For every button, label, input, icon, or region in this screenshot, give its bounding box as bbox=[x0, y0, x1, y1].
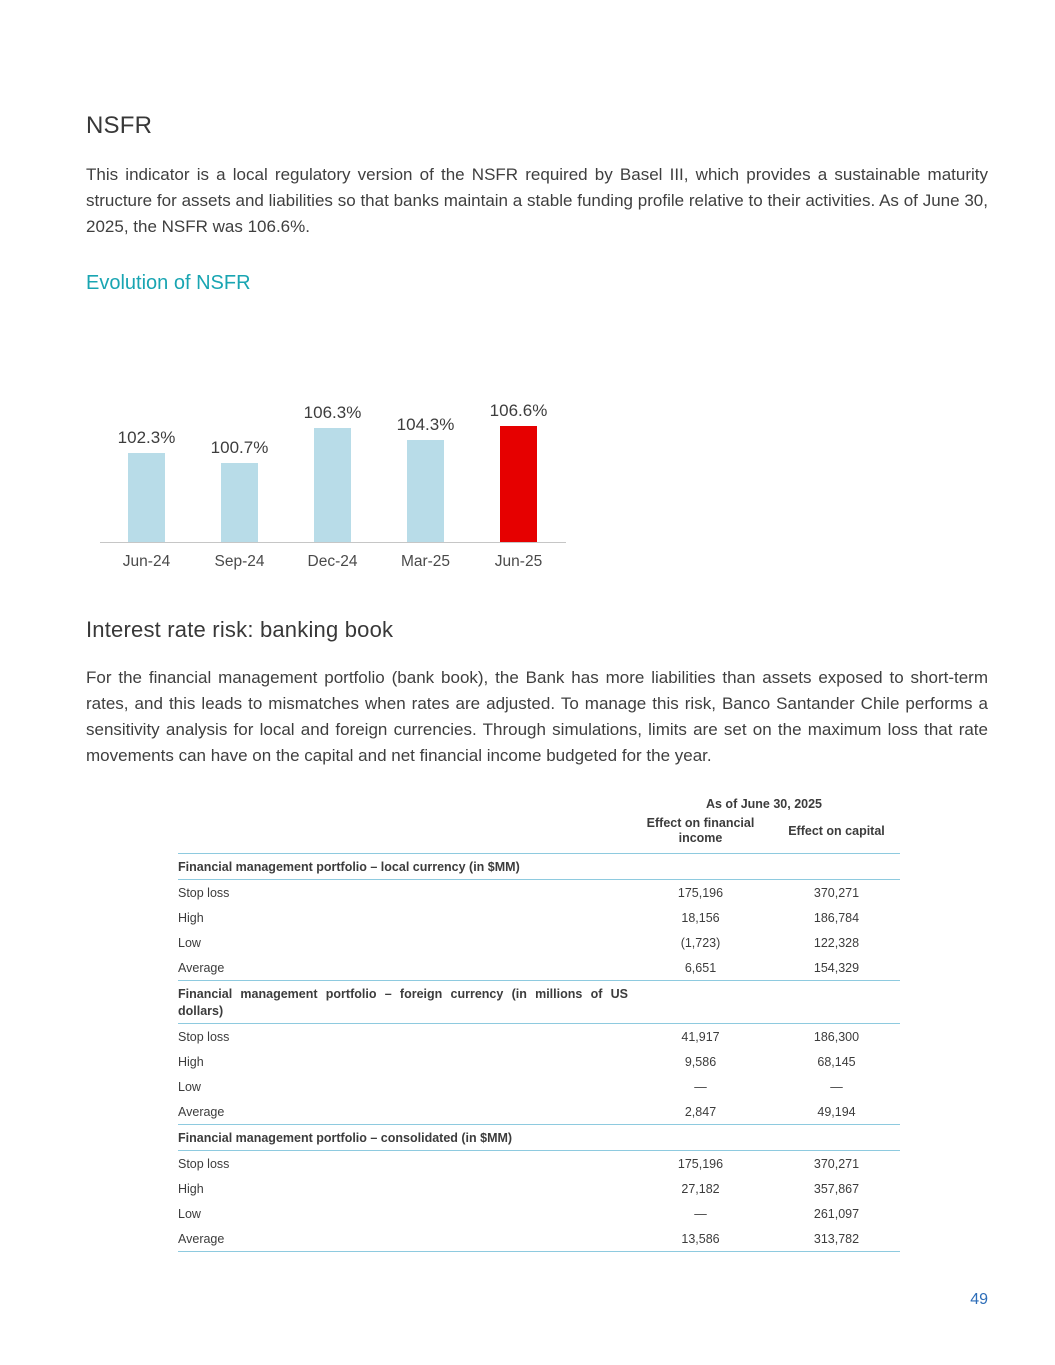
income-value: 41,917 bbox=[681, 1029, 720, 1044]
table-date-row bbox=[178, 797, 900, 816]
table-row bbox=[178, 1049, 900, 1074]
table-row bbox=[178, 1176, 900, 1201]
x-axis-label: Dec-24 bbox=[307, 553, 358, 570]
row-label: Average bbox=[178, 1232, 225, 1246]
section-title: Financial management portfolio – consolidated (in $MM) bbox=[178, 1130, 513, 1145]
income-value: — bbox=[694, 1207, 707, 1221]
table-section-header bbox=[178, 1124, 900, 1151]
income-value: 6,651 bbox=[684, 961, 717, 976]
capital-value: 261,097 bbox=[813, 1207, 860, 1221]
bar-value-label: 104.3% bbox=[396, 415, 455, 434]
x-axis-label: Mar-25 bbox=[400, 553, 451, 570]
table-row bbox=[178, 905, 900, 930]
income-value: 27,182 bbox=[681, 1182, 720, 1196]
x-axis-label: Sep-24 bbox=[214, 553, 265, 570]
bar-Jun-24 bbox=[128, 453, 165, 542]
sensitivity-table bbox=[178, 797, 900, 1252]
row-label: High bbox=[178, 911, 204, 926]
row-label: Low bbox=[178, 1207, 201, 1221]
chart-plot-area bbox=[100, 401, 566, 543]
capital-value: 370,271 bbox=[813, 886, 860, 901]
table-row bbox=[178, 1024, 900, 1049]
capital-value: 122,328 bbox=[813, 936, 860, 951]
row-label: Low bbox=[178, 936, 201, 951]
x-axis-label: Jun-24 bbox=[122, 553, 171, 570]
x-axis-label: Jun-25 bbox=[494, 553, 543, 570]
chart-x-axis-labels bbox=[100, 543, 566, 571]
capital-value: 186,784 bbox=[813, 911, 860, 926]
bar-value-label: 100.7% bbox=[210, 438, 269, 457]
capital-value: 68,145 bbox=[817, 1054, 856, 1069]
capital-value: — bbox=[830, 1079, 843, 1094]
table-row bbox=[178, 1226, 900, 1251]
income-value: 175,196 bbox=[677, 886, 724, 901]
row-label: Stop loss bbox=[178, 1157, 230, 1171]
row-label: Average bbox=[178, 1104, 225, 1119]
chart-bar-group bbox=[286, 403, 379, 542]
row-label: Average bbox=[178, 961, 225, 976]
capital-value: 49,194 bbox=[817, 1104, 856, 1119]
row-label: High bbox=[178, 1182, 204, 1196]
section-title: Financial management portfolio – local currency (in $MM) bbox=[178, 860, 520, 874]
capital-value: 186,300 bbox=[813, 1029, 860, 1044]
row-label: Low bbox=[178, 1079, 201, 1094]
table-row bbox=[178, 930, 900, 955]
bar-value-label: 102.3% bbox=[117, 428, 176, 447]
table-section-header bbox=[178, 853, 900, 880]
capital-value: 370,271 bbox=[813, 1157, 860, 1171]
section-title: Financial management portfolio – foreign currency (in millions of US dollars) bbox=[178, 987, 628, 1018]
table-row bbox=[178, 1151, 900, 1176]
income-value: 9,586 bbox=[684, 1054, 717, 1069]
interest-rate-risk-heading: Interest rate risk: banking book bbox=[86, 617, 394, 642]
table-row bbox=[178, 880, 900, 905]
income-value: 13,586 bbox=[681, 1232, 720, 1246]
income-value: 18,156 bbox=[681, 911, 720, 926]
chart-bar-group bbox=[379, 415, 472, 542]
evolution-of-nsfr-heading: Evolution of NSFR bbox=[86, 272, 251, 294]
bar-Mar-25 bbox=[407, 440, 444, 542]
interest-rate-paragraph: For the financial management portfolio (bank book), the Bank has more liabilities than assets exposed to short-term rates, and this leads to mismatches when rates are adjusted. To manage this risk, Banco Santander Chile performs a sensitivity analysis for local and foreign currencies. Through simulations, limits are set on the maximum loss that rate movements can have on the capital and net financial income budgeted for the year. bbox=[86, 668, 988, 765]
bar-value-label: 106.6% bbox=[489, 401, 548, 420]
table-body bbox=[178, 853, 900, 1251]
bar-value-label: 106.3% bbox=[303, 403, 362, 422]
income-value: 175,196 bbox=[677, 1157, 724, 1171]
row-label: High bbox=[178, 1054, 204, 1069]
table-row bbox=[178, 1099, 900, 1124]
column-header-financial-income: Effect on financial income bbox=[646, 816, 755, 845]
table-row bbox=[178, 955, 900, 980]
capital-value: 357,867 bbox=[813, 1182, 860, 1196]
income-value: — bbox=[694, 1079, 707, 1094]
nsfr-paragraph: This indicator is a local regulatory version of the NSFR required by Basel III, which provides a sustainable maturity structure for assets and liabilities so that banks maintain a stable funding profile relative to their activities. As of June 30, 2025, the NSFR was 106.6%. bbox=[86, 165, 988, 236]
table-section-header bbox=[178, 980, 900, 1024]
capital-value: 154,329 bbox=[813, 961, 860, 976]
nsfr-bar-chart bbox=[100, 401, 566, 571]
nsfr-heading: NSFR bbox=[86, 112, 153, 139]
page-number: 49 bbox=[970, 1291, 988, 1308]
chart-bar-group bbox=[472, 401, 565, 542]
chart-bar-group bbox=[100, 428, 193, 542]
table-row bbox=[178, 1074, 900, 1099]
table-column-headers bbox=[178, 816, 900, 853]
row-label: Stop loss bbox=[178, 886, 230, 901]
table-date-header: As of June 30, 2025 bbox=[705, 797, 823, 811]
row-label: Stop loss bbox=[178, 1029, 230, 1044]
table-row bbox=[178, 1201, 900, 1226]
bar-Jun-25 bbox=[500, 426, 537, 542]
bar-Dec-24 bbox=[314, 428, 351, 542]
bar-Sep-24 bbox=[221, 463, 258, 542]
column-header-capital: Effect on capital bbox=[788, 823, 885, 838]
capital-value: 313,782 bbox=[813, 1232, 860, 1246]
income-value: 2,847 bbox=[684, 1104, 717, 1119]
chart-bar-group bbox=[193, 438, 286, 542]
income-value: (1,723) bbox=[680, 936, 721, 951]
